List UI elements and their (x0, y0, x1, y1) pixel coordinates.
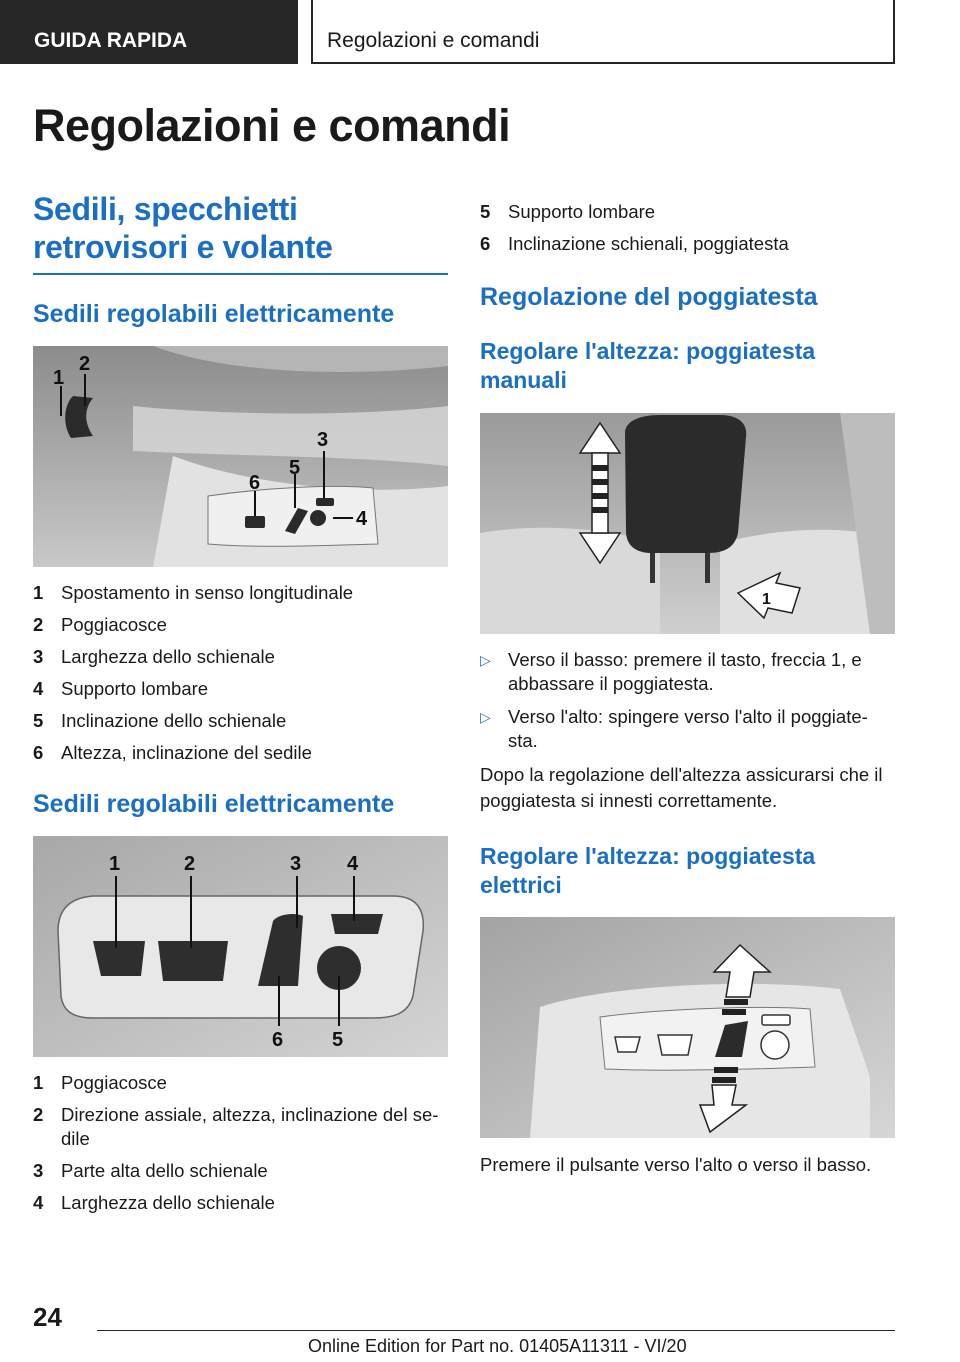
section-title: Sedili, specchietti retrovisori e volante (33, 190, 448, 275)
fig2-label-6: 6 (272, 1029, 284, 1052)
legend-item: 3 Parte alta dello schienale (33, 1160, 268, 1182)
legend-item: 4 Larghezza dello schienale (33, 1192, 275, 1214)
fig1-label-3: 3 (317, 429, 329, 452)
page-title: Regolazioni e comandi (33, 100, 511, 151)
footer-edition: Online Edition for Part no. 01405A11311 - VI/20 (308, 1336, 687, 1356)
legend-item: 1 Spostamento in senso longitudinale (33, 582, 354, 604)
fig1-label-6: 6 (249, 472, 261, 495)
headrest-manual-steps (480, 648, 895, 753)
seat-controls-figure-2 (33, 836, 448, 1057)
fig1-label-5: 5 (289, 457, 301, 480)
legend-list-continued (480, 200, 895, 256)
page-number: 24 (33, 1302, 62, 1332)
header-section: Regolazioni e comandi (311, 0, 895, 64)
footer-divider (97, 1330, 895, 1331)
triangle-bullet-icon: ▷ (480, 651, 491, 668)
fig1-label-2: 2 (79, 353, 91, 376)
headrest-electric-figure (480, 917, 895, 1138)
fig2-label-4: 4 (347, 853, 359, 876)
step-item: ▷ Verso il basso: premere il tasto, freccia 1, e abbassare il poggiatesta. (480, 648, 862, 694)
headrest-electric-note: Premere il pulsante verso l'alto o verso il basso. (480, 1154, 872, 1176)
left-column (33, 190, 448, 1223)
subsection-title-headrest: Regolazione del poggiatesta (480, 283, 818, 311)
legend-item: 5 Inclinazione dello schienale (33, 710, 287, 732)
legend-item: 6 Inclinazione schienali, poggiatesta (480, 233, 789, 254)
legend-item: 1 Poggiacosce (33, 1072, 167, 1094)
step-item: ▷ Verso l'alto: spingere verso l'alto il poggiate-sta. (480, 705, 868, 751)
legend-list-1 (33, 581, 448, 765)
legend-item: 3 Larghezza dello schienale (33, 646, 275, 668)
fig1-label-1: 1 (53, 367, 65, 390)
legend-item: 5 Supporto lombare (480, 201, 656, 222)
subsubsection-title-manual: Regolare l'altezza: poggiatesta manuali (480, 338, 816, 393)
legend-item: 6 Altezza, inclinazione del sedile (33, 742, 312, 764)
fig1-label-4: 4 (356, 508, 368, 531)
triangle-bullet-icon: ▷ (480, 708, 491, 725)
legend-item: 4 Supporto lombare (33, 678, 209, 700)
right-column (480, 200, 895, 1178)
legend-item: 2 Poggiacosce (33, 614, 167, 636)
seat-controls-figure-1 (33, 346, 448, 567)
fig2-label-2: 2 (184, 853, 196, 876)
subsubsection-title-electric: Regolare l'altezza: poggiatesta elettrici (480, 842, 816, 898)
fig3-label-1: 1 (762, 590, 771, 608)
subsection-title-electric-seats-2: Sedili regolabili elettricamente (33, 790, 395, 819)
headrest-manual-note: Dopo la regolazione dell'altezza assicurarsi che il poggiatesta si innesti correttamente. (480, 763, 883, 811)
legend-list-2 (33, 1071, 448, 1215)
header-tab: GUIDA RAPIDA (0, 0, 298, 64)
legend-item: 2 Direzione assiale, altezza, inclinazione del se-dile (33, 1104, 439, 1150)
fig2-label-5: 5 (332, 1029, 344, 1052)
subsection-title-electric-seats-1: Sedili regolabili elettricamente (33, 299, 395, 328)
fig2-label-3: 3 (290, 853, 302, 876)
headrest-manual-figure (480, 413, 895, 634)
fig2-label-1: 1 (109, 853, 121, 876)
